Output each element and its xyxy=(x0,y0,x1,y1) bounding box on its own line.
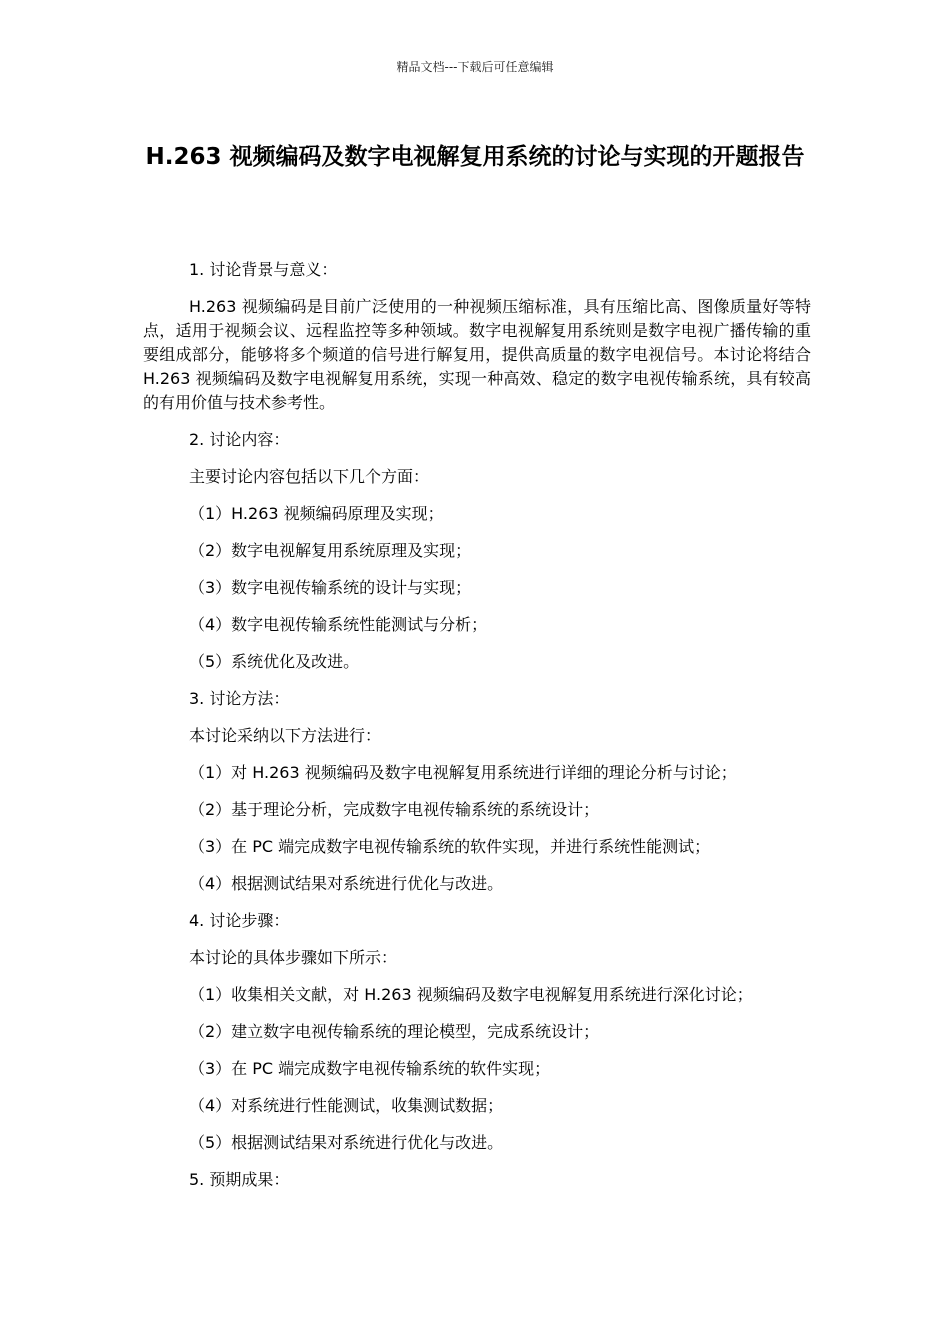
list-item: （4）数字电视传输系统性能测试与分析； xyxy=(189,615,488,634)
list-item: （3）数字电视传输系统的设计与实现； xyxy=(189,578,472,597)
document-body xyxy=(143,258,811,1192)
section-1-paragraph: H.263 视频编码是目前广泛使用的一种视频压缩标准，具有压缩比高、图像质量好等特点，适用于视频会议、远程监控等多种领域。数字电视解复用系统则是数字电视广播传输的重要组成部分，能够将多个频道的信号进行解复用，提供高质量的数字电视信号。本讨论将结合 H.263 视频编码及数字电视解复用系统，实现一种高效、稳定的数字电视传输系统，具有较高的有用价值与技术参考性。 xyxy=(143,297,811,412)
document-title: H.263 视频编码及数字电视解复用系统的讨论与实现的开题报告 xyxy=(145,144,805,170)
section-5-heading: 5. 预期成果： xyxy=(189,1170,290,1189)
page-header: 精品文档---下载后可任意编辑 xyxy=(396,60,554,74)
section-4-heading: 4. 讨论步骤： xyxy=(189,911,290,930)
section-3-heading: 3. 讨论方法： xyxy=(189,689,290,708)
list-item: （2）基于理论分析，完成数字电视传输系统的系统设计； xyxy=(189,800,600,819)
list-item: （2）数字电视解复用系统原理及实现； xyxy=(189,541,472,560)
section-2-intro: 主要讨论内容包括以下几个方面： xyxy=(189,467,430,486)
list-item: （5）根据测试结果对系统进行优化与改进。 xyxy=(189,1133,504,1152)
list-item: （1）收集相关文献，对 H.263 视频编码及数字电视解复用系统进行深化讨论； xyxy=(189,985,753,1004)
section-2-heading: 2. 讨论内容： xyxy=(189,430,290,449)
list-item: （2）建立数字电视传输系统的理论模型，完成系统设计； xyxy=(189,1022,600,1041)
list-item: （1）H.263 视频编码原理及实现； xyxy=(189,504,444,523)
list-item: （3）在 PC 端完成数字电视传输系统的软件实现； xyxy=(189,1059,551,1078)
list-item: （5）系统优化及改进。 xyxy=(189,652,360,671)
section-3-intro: 本讨论采纳以下方法进行： xyxy=(189,726,382,745)
section-4-intro: 本讨论的具体步骤如下所示： xyxy=(189,948,398,967)
list-item: （4）对系统进行性能测试，收集测试数据； xyxy=(189,1096,504,1115)
list-item: （4）根据测试结果对系统进行优化与改进。 xyxy=(189,874,504,893)
list-item: （1）对 H.263 视频编码及数字电视解复用系统进行详细的理论分析与讨论； xyxy=(189,763,737,782)
section-1-heading: 1. 讨论背景与意义： xyxy=(189,260,338,279)
list-item: （3）在 PC 端完成数字电视传输系统的软件实现，并进行系统性能测试； xyxy=(189,837,711,856)
